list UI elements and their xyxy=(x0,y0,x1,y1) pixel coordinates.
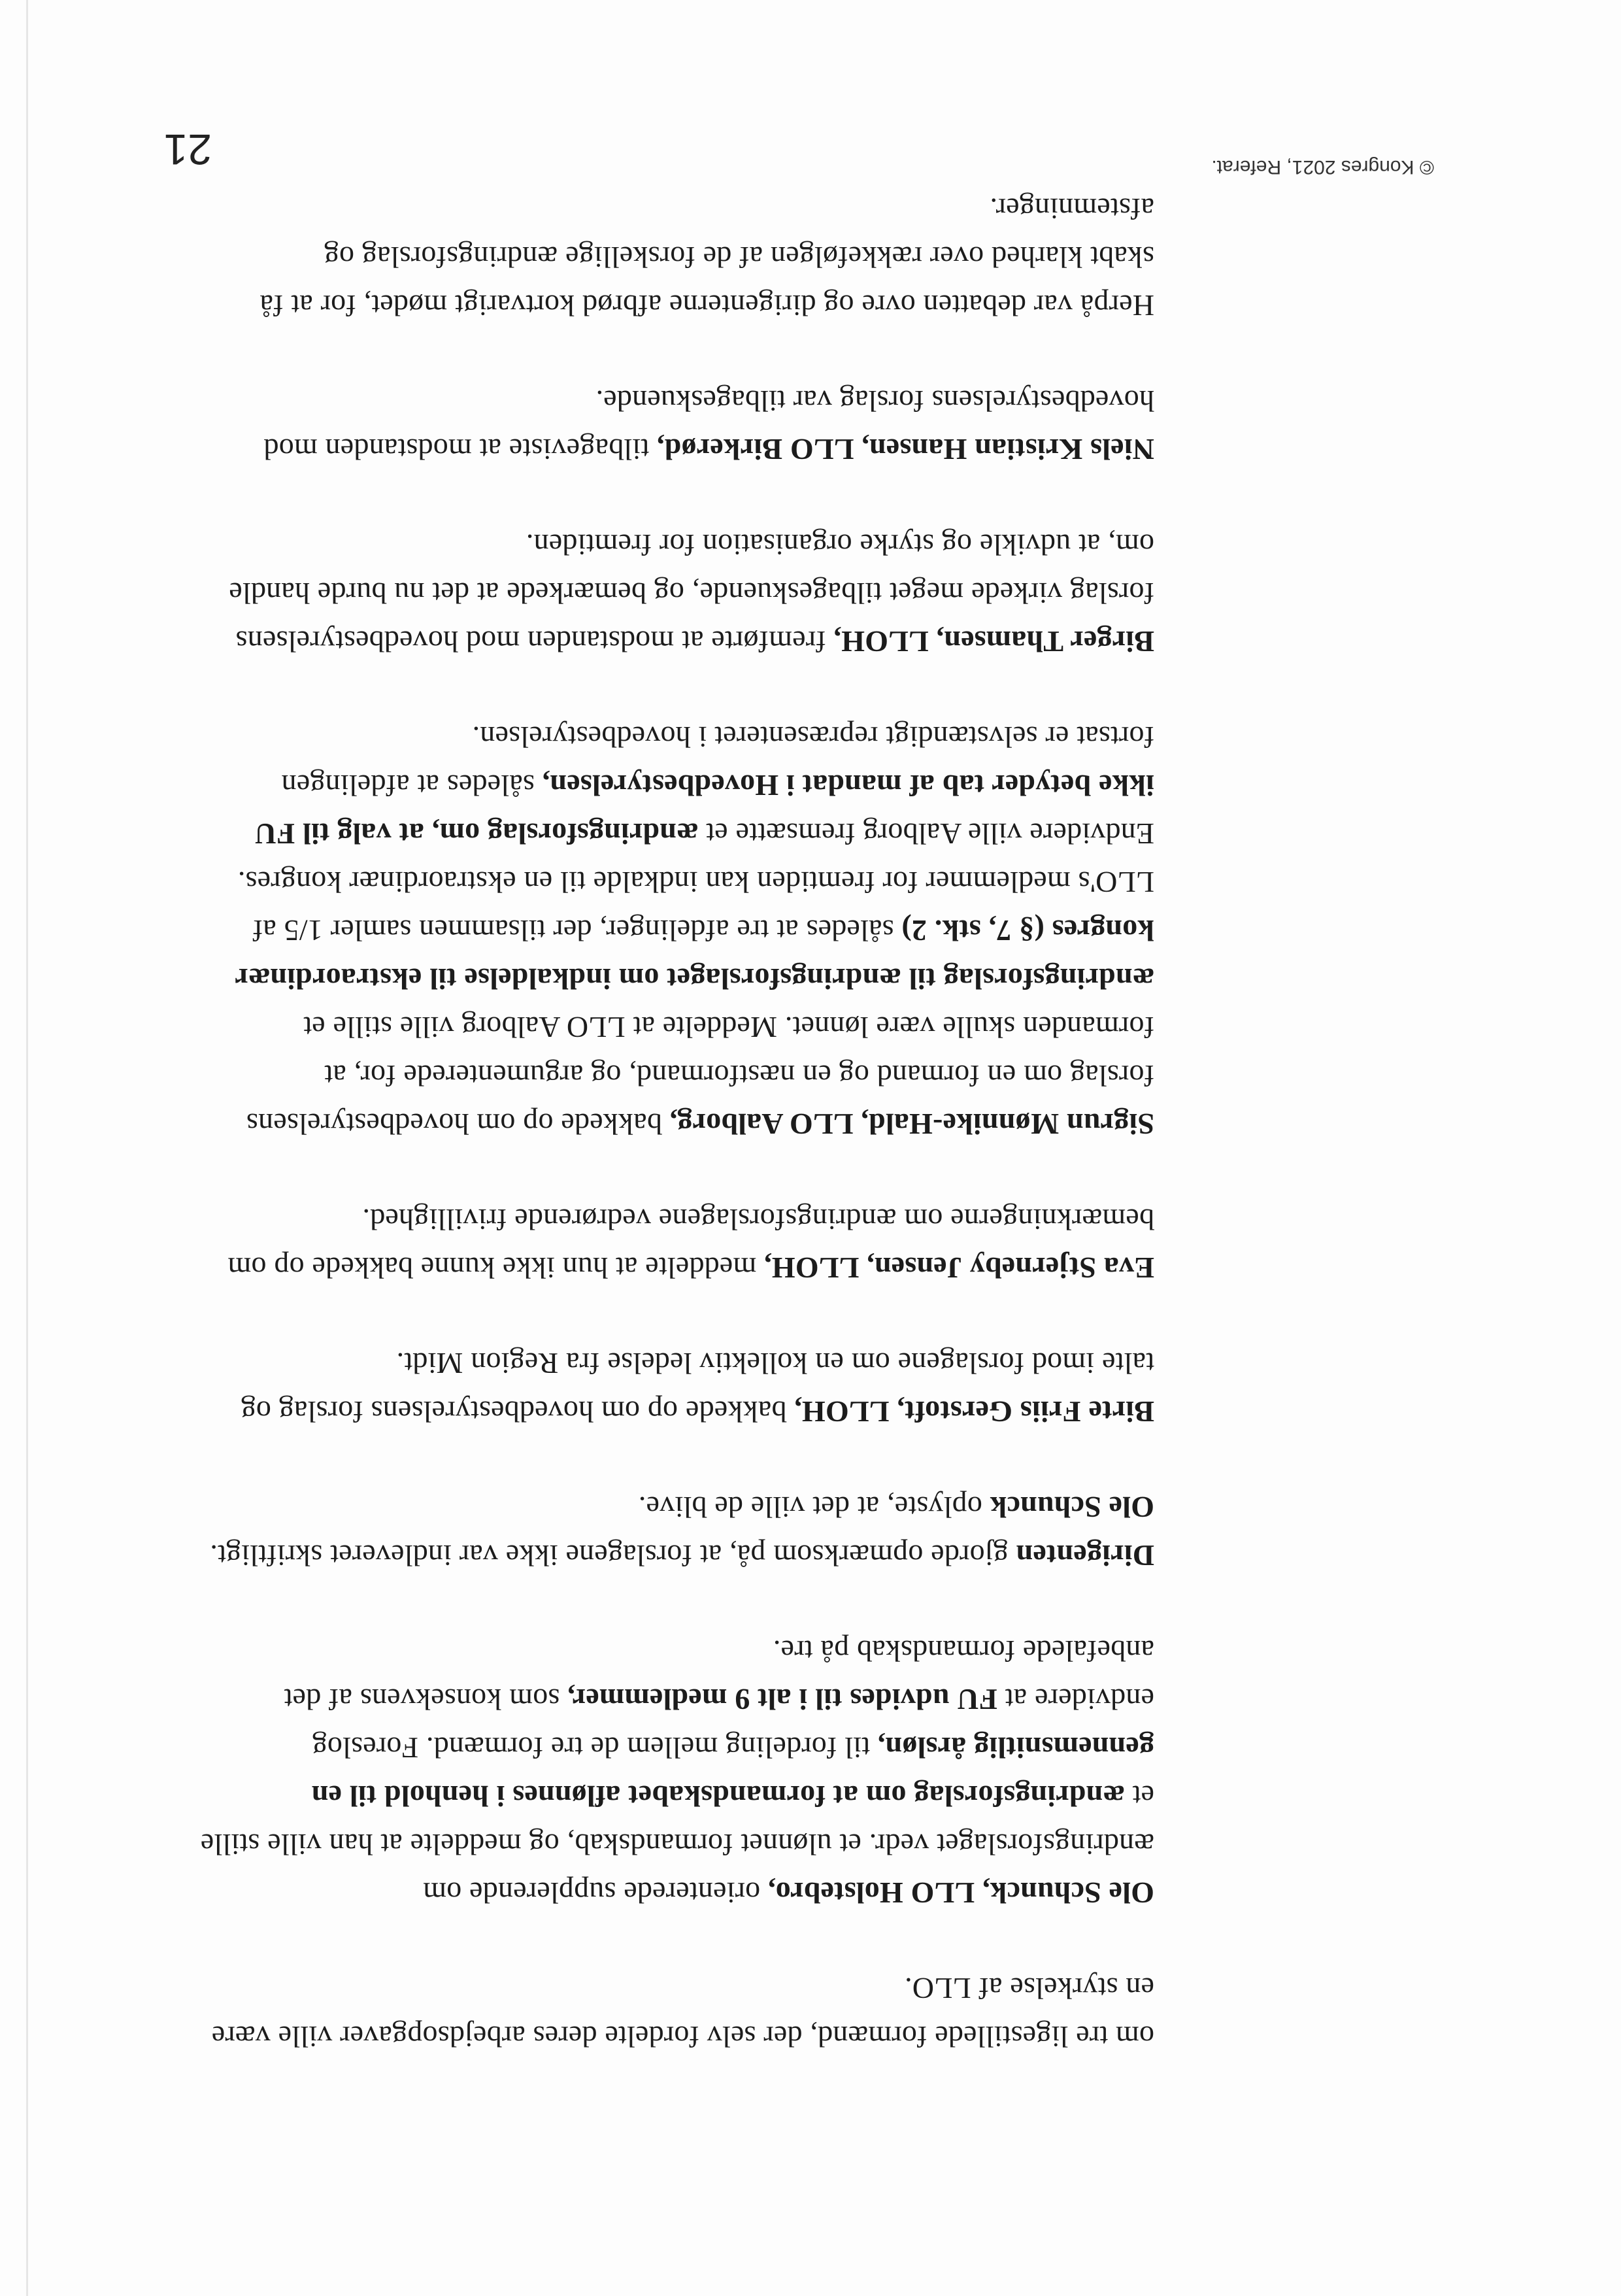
text-run: bakkede op om hovedbestyrelsens forslag og talte imod forslagene om en kollektiv ledelse fra Region Midt. xyxy=(241,1347,1154,1428)
bold-text-run: Dirigenten xyxy=(1016,1539,1154,1572)
body-paragraph xyxy=(200,184,1154,329)
text-run: til fordeling mellem de tre formænd. Foreslog endvidere at xyxy=(312,1683,1154,1764)
text-run: meddelte at hun ikke kunne bakkede op om bemærkningerne om ændringsforslagene vedrørende frivillighed. xyxy=(227,1203,1154,1285)
body-paragraph xyxy=(200,1627,1154,1917)
page-number: 21 xyxy=(163,126,212,174)
text-run: gjorde opmærksom på, at forslagene ikke var indleveret skriftligt. xyxy=(210,1539,1016,1572)
text-run: om tre ligestillede formænd, der selv fordelte deres arbejdsopgaver ville være en styrkelse af LLO. xyxy=(211,1972,1154,2053)
body-paragraph xyxy=(200,1483,1154,1579)
bold-text-run: Birte Friis Gerstoft, LLOH, xyxy=(794,1395,1154,1428)
text-run: således at tre afdelinger, der tilsammen samler 1/5 af LLO's medlemmer for fremtiden kan indkalde til en ekstraordinær kongres. Endvidere ville Aalborg fremsætte et xyxy=(237,817,1154,947)
text-run: fremførte at modstanden mod hovedbestyrelsens forslag virkede meget tilbageskuende, og bemærkede at det nu burde handle om, at udvikle og styrke organisation for fremtiden. xyxy=(229,528,1154,658)
text-run: Herpå var debatten ovre og dirigenterne afbrød kortvarigt mødet, for at få skabt klarhed over rækkefølgen af de forskellige ændringsforslag og afstemninger. xyxy=(259,192,1154,322)
bold-text-run: Ole Schunck, LLO Holstebro, xyxy=(767,1876,1154,1910)
text-run: oplyste, at det ville de blive. xyxy=(638,1491,990,1524)
bold-text-run: Birger Thamsen, LLOH, xyxy=(833,625,1154,658)
bold-text-run: FU udvides til i alt 9 medlemmer, xyxy=(567,1683,997,1716)
text-run: orienterede supplerende om ændringsforslaget vedr. et ulønnet formandskab, og meddelte at han ville stille et xyxy=(200,1780,1154,1910)
text-run: tilbageviste at modstanden mod hovedbestyrelsens forslag var tilbageskuende. xyxy=(263,384,1154,466)
text-run: som konsekvens af det anbefalede formandskab på tre. xyxy=(284,1634,1154,1716)
body-paragraph xyxy=(200,1964,1154,2061)
body-paragraph xyxy=(200,713,1154,1148)
body-paragraph xyxy=(200,1339,1154,1436)
body-paragraph xyxy=(200,520,1154,666)
bold-text-run: ændringsforslag til ændringsforslaget om indkaldelse til ekstraordinær kongres (§ 7, stk. 2) xyxy=(235,914,1154,996)
body-paragraph xyxy=(200,1195,1154,1292)
document-body xyxy=(200,137,1154,2061)
text-run: således at afdelingen fortsat er selvstændigt repræsenteret i hovedbestyrelsen. xyxy=(281,720,1154,802)
bold-text-run: Ole Schunck xyxy=(990,1491,1154,1524)
copyright-footer: © Kongres 2021, Referat. xyxy=(1211,156,1434,178)
bold-text-run: ændringsforslag om at formandskabet aflønnes i henhold til en gennemsnitlig årsløn, xyxy=(311,1731,1154,1813)
bold-text-run: Sigrun Mønnike-Hald, LLO Aalborg, xyxy=(669,1107,1154,1141)
scan-edge-line xyxy=(26,0,28,2296)
bold-text-run: Niels Kristian Hansen, LLO Birkerød, xyxy=(656,433,1154,466)
bold-text-run: Eva Stjerneby Jensen, LLOH, xyxy=(763,1251,1154,1285)
text-run: bakkede op om hovedbestyrelsens forslag om en formand og en næstformand, og argumenterede for, at formanden skulle være lønnet. Meddelte at LLO Aalborg ville stille et xyxy=(246,1011,1154,1141)
bold-text-run: ændringsforslag om, at valg til FU ikke betyder tab af mandat i Hovedbestyrelsen, xyxy=(254,769,1154,851)
body-paragraph xyxy=(200,377,1154,473)
